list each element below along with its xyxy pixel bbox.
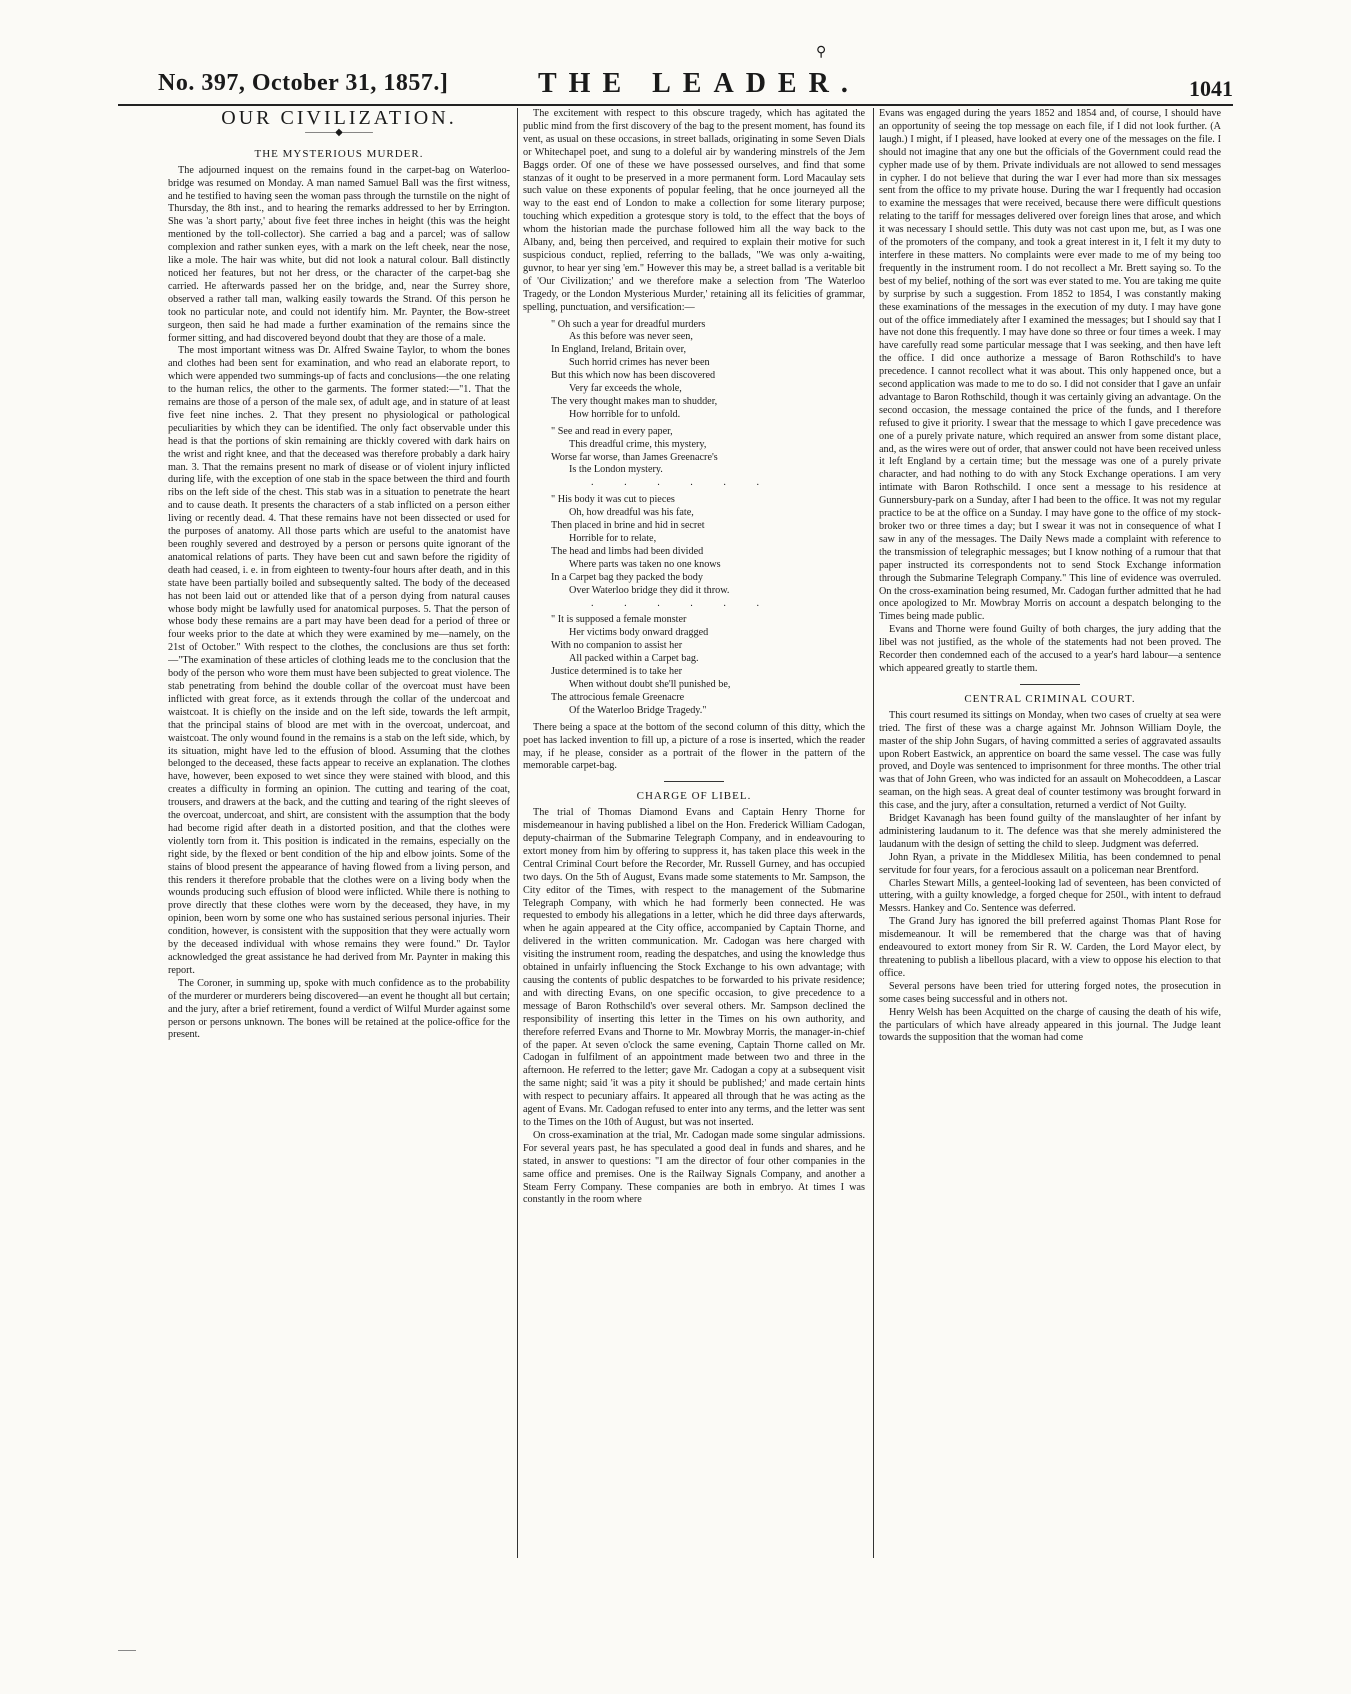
masthead bbox=[118, 45, 1233, 106]
ink-mark-icon: ⚲ bbox=[816, 45, 827, 60]
verse-line: How horrible for to unfold. bbox=[569, 408, 681, 420]
verse-line: " It is supposed a female monster bbox=[551, 614, 687, 626]
column-1 bbox=[168, 108, 510, 1558]
verse-line: Horrible for to relate, bbox=[569, 533, 657, 544]
verse-line: Very far exceeds the whole, bbox=[569, 383, 682, 395]
ballad-stanza bbox=[551, 426, 865, 491]
article-paragraph: On cross-examination at the trial, Mr. Cadogan made some singular admissions. For several years past, he has speculated a good deal in funds and shares, and he stated, in answer to questions: "I am the director of four other companies in the same office and premises. One is the Railway Signals Company, and another a Steam Ferry Company. These companies are both in embryo. At times I was constantly in the room where bbox=[523, 1129, 865, 1206]
verse-line: When without doubt she'll punished be, bbox=[569, 678, 731, 690]
verse-line: The very thought makes man to shudder, bbox=[551, 395, 718, 407]
ellipsis-dots: . . . . . . bbox=[591, 597, 774, 609]
section-title: OUR CIVILIZATION. bbox=[221, 108, 457, 129]
page-columns bbox=[168, 108, 1233, 1558]
article-paragraph: Henry Welsh has been Acquitted on the charge of causing the death of his wife, the particulars of which have already appeared in this journal. The Judge leant towards the supposition that the woman had come bbox=[879, 1006, 1221, 1044]
verse-line: Oh, how dreadful was his fate, bbox=[569, 507, 694, 519]
article-title: CENTRAL CRIMINAL COURT. bbox=[964, 692, 1136, 705]
verse-line: Over Waterloo bridge they did it throw. bbox=[569, 584, 730, 596]
section-divider bbox=[664, 781, 724, 782]
margin-mark bbox=[118, 1650, 136, 1651]
article-paragraph: The Grand Jury has ignored the bill preferred against Thomas Plant Rose for misdemeanour. It will be remembered that the charge was that of having endeavoured to extort money from Sir R. W. Carden, the Lord Mayor elect, by threatening to publish a libellous placard, with a view to oppose his election to that office. bbox=[879, 916, 1221, 979]
verse-line: This dreadful crime, this mystery, bbox=[569, 438, 707, 450]
verse-line: Justice determined is to take her bbox=[551, 666, 682, 678]
verse-line: Then placed in brine and hid in secret bbox=[551, 520, 705, 532]
issue-line: No. 397, October 31, 1857.] bbox=[158, 70, 449, 96]
article-paragraph: The excitement with respect to this obscure tragedy, which has agitated the public mind from the first discovery of the bag to the present moment, has found its vent, as usual on these occasions, in street ballads, originating in some Seven Dials or Whitechapel poet, and sung to a doleful air by wandering minstrels of the Jem Baggs order. Of one of these we have possessed ourselves, and find that some stanzas of it ought to be preserved in a more permanent form. Lord Macaulay sets such value on these exponents of popular feeling, that he once journeyed all the way to the east end of London to make a collection for some literary purpose; touching which expedition a grotesque story is told, to the effect that the boys of whom the historian made the purchase followed him all the way back to the Albany, and, being then perceived, and required to explain their motive for such suspicious conduct, replied, referring to the ballads, "We was only a-waiting, guvnor, to hear yer sing 'em." However this may be, a street ballad is a veritable bit of 'Our Civilization;' and we therefore make a selection from 'The Waterloo Tragedy, or the London Mysterious Murder,' retaining all its felicities of grammar, spelling, punctuation, and versification:— bbox=[523, 108, 865, 313]
verse-line: But this which now has been discovered bbox=[551, 370, 716, 382]
ellipsis-dots: . . . . . . bbox=[591, 477, 774, 489]
article-paragraph: Evans and Thorne were found Guilty of both charges, the jury adding that the libel was not justified, as the whole of the statements had not been proved. The Recorder then condemned each of the accused to a year's hard labour—a sentence which appeared greatly to startle them. bbox=[879, 624, 1221, 674]
verse-line: As this before was never seen, bbox=[569, 331, 693, 343]
article-paragraph: Charles Stewart Mills, a genteel-looking lad of seventeen, has been convicted of uttering, with a guilty knowledge, a forged cheque for 250l., with intent to defraud Messrs. Hankey and Co. Sentence was deferred. bbox=[879, 877, 1221, 915]
section-divider bbox=[1020, 684, 1080, 685]
article-paragraph: The Coroner, in summing up, spoke with much confidence as to the probability of the murderer or murderers being discovered—an event he thought all but certain; and the jury, after a brief retirement, found a verdict of Wilful Murder against some person or persons unknown. The bones will be retained at the police-office for the present. bbox=[168, 977, 510, 1041]
column-3 bbox=[879, 108, 1221, 1558]
ballad-stanza bbox=[551, 494, 865, 610]
verse-line: Her victims body onward dragged bbox=[569, 627, 709, 639]
verse-line: All packed within a Carpet bag. bbox=[569, 653, 699, 665]
page-number: 1041 bbox=[1189, 76, 1233, 101]
article-paragraph: Bridget Kavanagh has been found guilty of the manslaughter of her infant by administering laudanum to it. The defence was that she merely administered the laudanum with the design of setting the child to sleep. Judgment was deferred. bbox=[879, 813, 1221, 850]
article-paragraph: Evans was engaged during the years 1852 and 1854 and, of course, I should have an opportunity of seeing the top message on each file, if I did not look further. (A laugh.) I might, if I pleased, have looked at every one of the messages on the file. I should not imagine that any one but the officials of the Government could read the cypher made use of by them. Private individuals are not allowed to send messages in cypher. I do not believe that during the war I ever had more than six messages sent from the office to my private house. During the war I frequently had occasion to examine the messages that were received, because there were difficult questions relating to the tariff for messages delivered over foreign lines that arose, and which it was necessary I should settle. This duty was not cast upon me, but, as I was one of the promoters of the company, and took a great interest in it, I felt it my duty to interfere in these matters. No complaints were ever made to me of my being too frequently in the instrument room. I do not recollect a Mr. Brett saying so. To the best of my belief, nothing of the sort was ever stated to me. You are taking me quite by surprise by such a suggestion. From 1852 to 1854, I was constantly making these examinations of the messages in the execution of my duty. I may have gone out of the office immediately after I examined the messages; but I should say that I have not done this frequently. I may have done so three or four times a week. I may have carefully read some particular message that I was seeking, and then have left the office. I did once authorize a message of Baron Rothschild's to have precedence. I cannot recollect what it was about. This only happened once, but a second application was made to me to do so. I did not consider that I gave an unfair advantage to Baron Rothschild, though it was certainly giving an advantage. On the second occasion, the message contained the price of the funds, and I therefore refused to give it priority. I swear that the message to which I gave precedence was one of a purely private nature, which required an answer from some distant place, and, as the wires were out of order, that answer could not have been received unless it left England by a certain time; but the message was one of a purely private character, and had nothing to do with any Stock Exchange operations. I am very intimate with Baron Rothschild. I once sent a message to his residence at Gunnersbury-park on a Sunday, after I had been to the office. It was not my regular practice to be at the office on a Sunday. I may have gone to the office of my stock-broker two or three times a day; but I swear it was not in consequence of what I saw in any of the messages. The Daily News made a complaint with reference to the transmission of telegraphic messages; but I know nothing of a rumour that that paper instructed its correspondents not to send Stock Exchange information through the Submarine Telegraph Company." This line of evidence was overruled. On the cross-examination being resumed, Mr. Cadogan further admitted that he had once apologized to Mr. Mowbray Morris on account a despatch belonging to the Times being made public. bbox=[879, 108, 1221, 623]
column-rule bbox=[517, 108, 518, 1558]
ballad-stanza bbox=[551, 614, 865, 717]
article-paragraph: Several persons have been tried for uttering forged notes, the prosecution in some cases being successful and in others not. bbox=[879, 980, 1221, 1005]
article-title: THE MYSTERIOUS MURDER. bbox=[254, 147, 424, 160]
verse-line: The attrocious female Greenacre bbox=[551, 691, 685, 703]
ornament-divider: ———◆——— bbox=[305, 126, 373, 138]
verse-line: Such horrid crimes has never been bbox=[569, 357, 710, 369]
verse-line: In England, Ireland, Britain over, bbox=[551, 344, 687, 356]
ballad-stanza bbox=[551, 319, 865, 422]
verse-line: Is the London mystery. bbox=[569, 464, 663, 476]
verse-line: " See and read in every paper, bbox=[551, 425, 673, 437]
verse-line: Of the Waterloo Bridge Tragedy." bbox=[569, 704, 707, 716]
verse-line: The head and limbs had been divided bbox=[551, 545, 704, 557]
verse-line: In a Carpet bag they packed the body bbox=[551, 571, 703, 583]
article-paragraph: The most important witness was Dr. Alfred Swaine Taylor, to whom the bones and clothes had been sent for examination, and who read an elaborate report, to which were appended two summings-up of facts and conclusions—the one relating to the human relics, the other to the garments. The former stated:—"1. That the remains are those of a person of the male sex, of adult age, and in stature of at least five feet nine inches. 2. That they present no physiological or pathological peculiarities by which they can be identified. The only fact observable under this head is that the portions of skin remaining are thickly covered with dark hairs on the wrist and right knee, and that the deceased was therefore probably a dark hairy man. 3. That the remains present no mark of disease or of violent injury inflicted during life, with the exception of one stab in the space between the third and fourth ribs on the left side of the chest. This stab was in a situation to penetrate the heart and to cause death. It presents the characters of a stab inflicted on a person either living or recently dead. 4. That these remains have not been dissected or used for the purposes of anatomy. All those parts which are useful to the anatomist have been roughly severed and destroyed by a person or persons quite ignorant of the anatomical relations of parts. They have been cut and sawn before the rigidity of death had ceased, i. e. in from eighteen to twenty-four hours after death, and in this state have been partially boiled and subsequently salted. The body of the deceased has not been laid out or attended like that of a person dying from natural causes whose body might be lawfully used for anatomical purposes. 5. That the person of whose body these remains are a part may have been dead for a period of three or four weeks prior to the date at which they were examined by me—namely, on the 21st of October." With respect to the clothes, the conclusions are thus set forth:—"The examination of these articles of clothing leads me to the conclusion that the body of the person who wore them must have been subjected to great violence. The stab penetrating from behind the double collar of the overcoat must have been inflicted with great force, as it extends through the collar of the undercoat and waistcoat. It is chiefly on the inside and on the left side, towards the left armpit, that the principal stains of blood are met with in the overcoat, undercoat, and waistcoat. The only wound found in the remains is a stab on the left side, which, by its situation, might have led to the effusion of blood. Assuming that the clothes belonged to the deceased, these facts appear to receive an explanation. The clothes have, however, been exposed to wet since they were stained with blood, and this creates a difficulty in forming an opinion. The cutting and tearing of the coat, trousers, and drawers at the back, and the cutting and tearing of the right sleeves of the overcoat, undercoat, and shirt, are consistent with the assumption that the body had become rigid after death in a distorted position, and that the clothes were violently torn from it. This position is indicated in the remains, especially on the right side, by the flexed or bent condition of the hip and elbow joints. Some of the stains of blood present the appearance of having flowed from a living person, and this renders it therefore probable that the clothes were on a living body when the wounds producing such effusion of blood were inflicted. While there is nothing to prove directly that these clothes were worn by the deceased, they have, in my opinion, been worn by some one who has sustained serious personal injuries. Their condition, however, is consistent with the supposition that they were actually worn by the deceased individual with whose remains they were found." Dr. Taylor acknowledged the great assistance he had derived from Mr. Paynter in making this report. bbox=[168, 345, 510, 976]
verse-line: With no companion to assist her bbox=[551, 640, 683, 652]
verse-line: " His body it was cut to pieces bbox=[551, 494, 675, 506]
article-paragraph: The trial of Thomas Diamond Evans and Captain Henry Thorne for misdemeanour in having published a libel on the Hon. Frederick William Cadogan, deputy-chairman of the Submarine Telegraph Company, and in endeavouring to extort money from him by offering to suppress it, has taken place this week in the Central Criminal Court before the Recorder, Mr. Russell Gurney, and has occupied two days. On the 5th of August, Evans made some statements to Mr. Sampson, the City editor of the Times, with respect to the management of the Submarine Telegraph Company, with which he had formerly been connected. He was requested to embody his allegations in a letter, which he did three days afterwards, when he again appeared at the City office, accompanied by Captain Thorne, and delivered in the written communication. Mr. Cadogan was here charged with visiting the instrument room, reading the despatches, and using the knowledge thus obtained in unfairly influencing the Stock Exchange to his own advantage; with causing the contents of public despatches to be forwarded to his private residence; and with directing Evans, on one specific occasion, to give precedence to a message of Baron Rothschild's over several others. Mr. Sampson declined the responsibility of inserting this letter in the Times on his own authority, and therefore referred Evans and Thorne to Mr. Mowbray Morris, the manager-in-chief of the paper. At seven o'clock the same evening, Captain Thorne called on Mr. Cadogan in fulfilment of an appointment made between two and three in the afternoon. He referred to the letter; gave Mr. Cadogan a copy at a subsequent visit the same night; said 'it was a pity it should be published;' and made certain hints with respect to pecuniary affairs. It appeared all through that he was acting as the agent of Evans. Mr. Cadogan refused to enter into any terms, and the letter was sent to the Times on the 10th of August, but was not inserted. bbox=[523, 807, 865, 1128]
article-paragraph: The adjourned inquest on the remains found in the carpet-bag on Waterloo-bridge was resumed on Monday. A man named Samuel Ball was the first witness, and he testified to having seen the woman pass through the turnstile on the night of Thursday, the 8th inst., and to hearing the remarks addressed to her by Errington. She was 'a short party,' about five feet three inches in height (this was the height mentioned by the toll-collector). She carried a bag and a parcel; was of sallow complexion and rather sunken eyes, with a mark on the left cheek, near the nose, like a mole. The hair was white, but did not look a natural colour. Ball distinctly noticed her features, but not her dress, or the character of the carpet-bag she carried. He afterwards passed her on the bridge, and, near the Surrey shore, observed a rather tall man, walking easily towards the Strand. Of this person he took no particular note, and could not identify him. Mr. Paynter, the Bow-street surgeon, then said he had made a further examination of the remains since the former sitting, and had discovered beyond doubt that they are those of a male. bbox=[168, 164, 510, 344]
article-title: CHARGE OF LIBEL. bbox=[636, 790, 752, 803]
verse-line: Worse far worse, than James Greenacre's bbox=[551, 451, 718, 463]
article-paragraph: John Ryan, a private in the Middlesex Militia, has been condemned to penal servitude for four years, for a ferocious assault on a policeman near Brentford. bbox=[879, 851, 1221, 876]
column-rule bbox=[873, 108, 874, 1558]
article-paragraph: There being a space at the bottom of the second column of this ditty, which the poet has lacked invention to fill up, a picture of a rose is inserted, which the reader may, if he please, consider as a portrait of the flower in the pattern of the memorable carpet-bag. bbox=[523, 721, 865, 772]
article-paragraph: This court resumed its sittings on Monday, when two cases of cruelty at sea were tried. The first of these was a charge against Mr. Johnson William Doyle, the master of the ship John Sugars, of having committed a series of aggravated assaults upon Robert Eastwick, an apprentice on board the same vessel. The case was fully proved, and Doyle was sentenced to imprisonment for three months. The other trial was that of John Green, who was indicted for an assault on Mohecoddeen, a Lascar seaman, on the high seas. A great deal of counter testimony was brought forward in this case, and the jury, after a consultation, returned a verdict of Not Guilty. bbox=[879, 709, 1221, 812]
verse-line: Where parts was taken no one knows bbox=[569, 558, 721, 570]
newspaper-title: THE LEADER. bbox=[538, 68, 860, 99]
column-2 bbox=[523, 108, 865, 1558]
verse-line: " Oh such a year for dreadful murders bbox=[551, 318, 706, 330]
